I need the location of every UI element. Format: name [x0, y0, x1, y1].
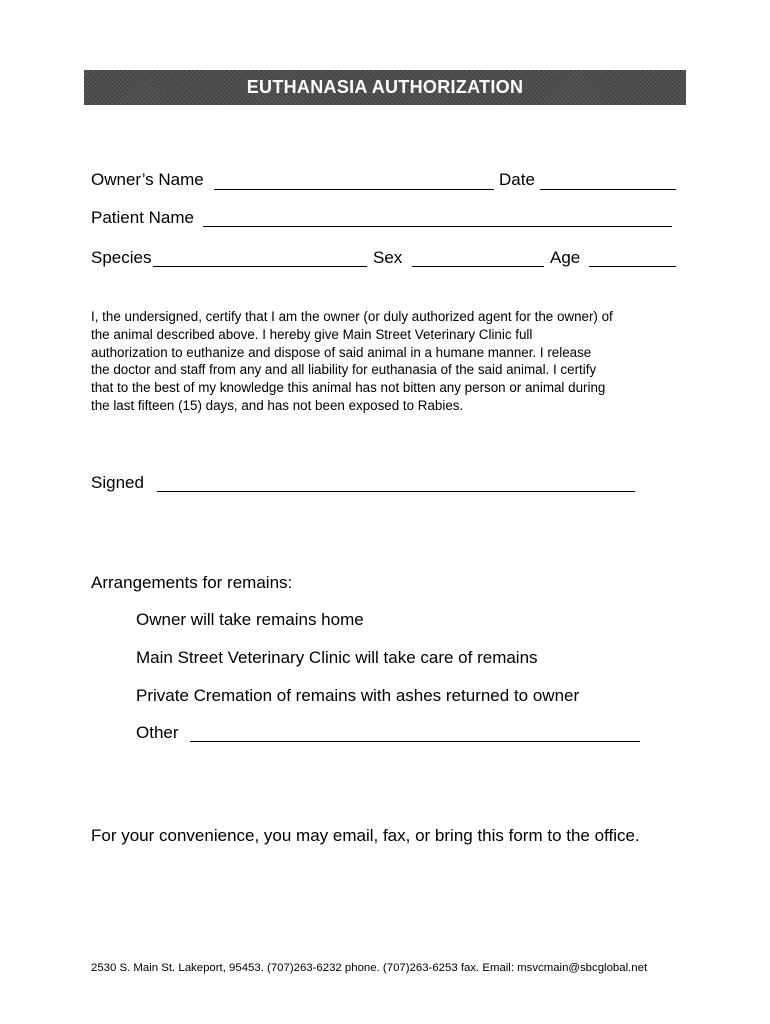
owners-name-field[interactable]	[214, 189, 494, 190]
form-title: EUTHANASIA AUTHORIZATION	[246, 77, 524, 97]
signature-field[interactable]	[157, 491, 635, 492]
arrangement-option-clinic[interactable]: Main Street Veterinary Clinic will take care of remains	[136, 648, 538, 667]
arrangement-option-other[interactable]: Other	[136, 723, 179, 742]
date-label: Date	[499, 170, 535, 189]
species-label: Species	[91, 248, 152, 267]
sex-field[interactable]	[412, 266, 544, 267]
certification-paragraph: I, the undersigned, certify that I am the owner (or duly authorized agent for the owner) of the animal described above. I hereby give Main Street Veterinary Clinic full authorization to euthanize and dispose of said animal in a humane manner. I release the doctor and staff from any and all liability for euthanasia of the said animal. I certify that to the best of my knowledge this animal has not bitten any person or animal during the last fifteen (15) days, and has not been exposed to Rabies.	[91, 309, 613, 413]
form-title-bar	[84, 70, 686, 105]
arrangements-heading: Arrangements for remains:	[91, 573, 293, 592]
clinic-contact-footer: 2530 S. Main St. Lakeport, 95453. (707)263-6232 phone. (707)263-6253 fax. Email: msvcmain@sbcglobal.net	[91, 962, 648, 974]
age-label: Age	[550, 248, 581, 267]
owners-name-label: Owner’s Name	[91, 170, 204, 189]
other-arrangement-field[interactable]	[190, 741, 640, 742]
age-field[interactable]	[589, 266, 676, 267]
convenience-note: For your convenience, you may email, fax, or bring this form to the office.	[91, 826, 640, 845]
arrangement-option-home[interactable]: Owner will take remains home	[136, 610, 364, 629]
date-field[interactable]	[540, 189, 676, 190]
patient-name-label: Patient Name	[91, 208, 194, 227]
patient-name-field[interactable]	[203, 226, 672, 227]
sex-label: Sex	[373, 248, 403, 267]
arrangement-option-cremation[interactable]: Private Cremation of remains with ashes returned to owner	[136, 686, 580, 705]
species-field[interactable]	[153, 266, 367, 267]
signed-label: Signed	[91, 473, 144, 492]
